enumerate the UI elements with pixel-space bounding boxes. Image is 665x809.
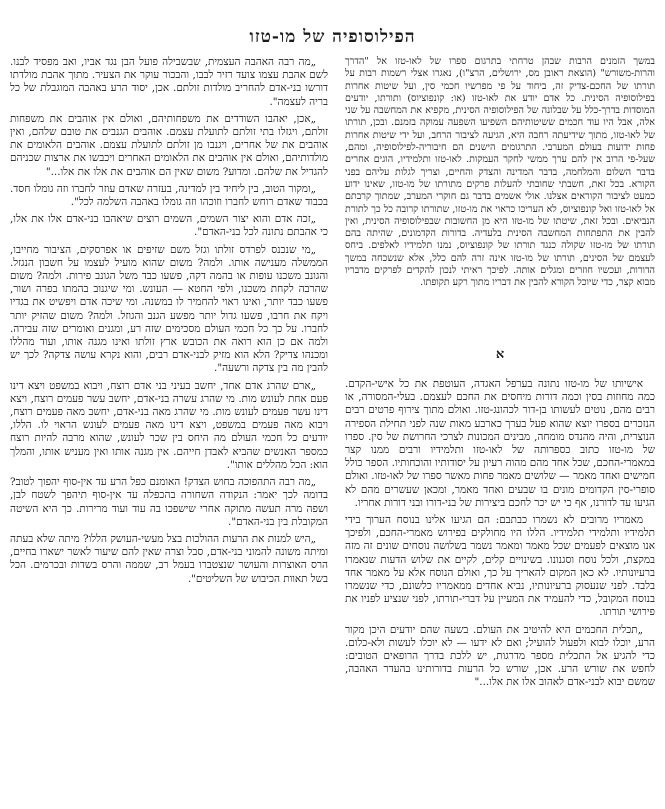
- quote-paragraph: „ארם שהרג אדם אחד, יחשב בעיני בני אדם רוצח, ויבוא במשפט ויצא דינו פעם אחת לעונש מות. מי שהרג עשרה בני-אדם, יחשב עשר פעמים רוצח, ויצא דינו עשר פעמים לעונש מות. מי שהרג מאה בני-אדם, יחשב מאה פעמים רוצח, ויבוא מאה פעמים במשפט, ויצא דינו מאה פעמים לעונש הראוי לו. הללו, יודעים כל חכמי העולם מה היחס בין שכר לעונש, שהוא מרבה להיות רוצח כמספר האנשים שהביא לאבדן חייהם. אין מגנה אותו ואין מעניש אותו, והמלך הוא: הכל מהללים אותו".: [10, 379, 328, 471]
- quote-paragraph: „מה רבה התהפוכה בחוש הצדק! האומנם כפל הרע עד אין-סוף יהפוך לטוב? בדומה לכך יאמר: הנקודה השחורה בהכפלה עד אין-סוף תיהפך לשטח לבן, ושפה מרה תעשה מתוקה אחרי שישפכו בה עוד ועוד מרירות. כך היא השיטה המקובלת בין בני-האדם".: [10, 476, 328, 528]
- quote-paragraph: „ומקור הטוב, בין ליחיד בין למדינה, בעזרה שאדם עוזר לחברו וזה גומלו חסד. בכבוד שאדם רוחש לחברו וזוכהו וזה גומלו באהבה השלמה לכל".: [10, 182, 328, 209]
- paragraph: מאמריו מרובים לא נשמרו כבתבם: הם הגיעו אלינו בנוסח הערוך בידי תלמידיו ותלמידי תלמידיו. הללו היו מחולקים בפירוש מאמרי-החכם, ולפיכך אנו מוצאים לפעמים שכל מאמר ומאמר נשמר בשלושה נוסחים שונים זה מזה במקצת, ולכל נוסח וסגנונו. בשינויים קלים, לקיים את שלוש הדעות שנאמרו ברעיונותיו. לא כאן המקום להאריך על כך, ואולם הנוסח אלא על מאמר אחד בלבד. לפני שנעסוק ברעיונותיו, נביא אחדים ממאמריו כלשונם, כדי שנשמרו בנוסח המקובל, כדי להעמיד את המעיין על דברי-תורתו, לפני שנציע לפניו את פירושי תורתו.: [345, 514, 655, 619]
- running-title: הפילוסופיה של מו-טזו: [249, 27, 416, 47]
- quote-paragraph: „מי שנכנס לפרדס זולתו וגזל משם שזיפים או אפרסקים, הציבור מחייבו, הממשלה מענישה אותו. ולמה? משום שהוא מועיל לעצמו על חשבון הנגזל. והגונב משכנו עופות או בהמה דקה, פשעו כבד משל הגונב פירות. ולמה? משום שהרבה לקחת משכנו, ולפי החטא — העונש. ומי שיגנוב בהמתו בפרה ושור, פשעו כבד יותר, ואינו ראוי להחמיר לו במשנה. ומי שיכה אדם ויפשיט את בגדיו ויקח את חרבו, פשעו גדול יותר מפשע הגנב והגוזל. ולמה? משום שהזיק יותר לחברו. על כך כל חכמי העולם מסכימים שזה רע, ומגנים ואומרים שזה עבירה. ולמה אם כן הוא רואה את הכובש ארץ זולתו ואינו מגנה אותו, ועוד מהללו ומכנהו צדיק? הלא הוא מזיק לבני-אדם רבים, והוא נקרא עושה צדקה? לכך יש להבין מה בין צדקה ורשעה".: [10, 243, 328, 375]
- quote-paragraph: „אכן, יאהבו השודדים את משפחותיהם, ואולם אין אוהבים את משפחות זולתם, ויגזלו בתי זולתם לתועלת עצמם. אוהבים הגנבים את טובם שלהם, ואין אוהבים את של אחרים, ויגנבו מן זולתם לתועלת עצמם. אוהבים הלאומים את מולדותיהם, ואולם אין אוהבים את הלאומים האחרים ויכבשו את ארצות שכניהם להגדיל את שלהם. ומדוע? משום שאין הם אוהבים את אלו את אלו...": [10, 112, 328, 178]
- left-column: [10, 56, 328, 803]
- quote-paragraph: „היש למנות את הרעות ההולכות בצל מעשי-העושק הללו? מיתה שלא בעתה ומיתה משונה להמוני בני-אדם, סבל וצרה שאין להם שיעור לאשר ישארו בחיים, הרס האוצרות והעושר שנצטברו בעמל רב, שממה והרס בשדות ובכרמים. הכל בשל תאוות הכיבוש של השליטים".: [10, 532, 328, 585]
- paragraph: אישיותו של מו-טזו נתונה בערפל האגדה, העוטפת את כל אישי-הקדם. כמה מחוזות בסין וכמה דורות מיחסים את החכם לעצמם. בעלי-המסורה, או רבים מהם, נוטים לעשותו בן-דור לכהונג-טזו. ואולם מתוך צירוף פרטים רבים הנזכרים בספרו יוצא שהוא פעל בערך כארבע מאות שנה לפני תחילת הספירה הנוצרית, והיה מהנדס מומחה, מבינים המכונות לצרכי החרושת של סין. ספרו של מו-טזו כתוב כספרותה של לאו-טזו ותלמידיו ורבים ממנו קצר במאמרי-החכם, שכל אחד מהם מהוה רעיון על יסודותיו והוכחותיו. הספר כולל חמישים ואחד מאמר — שלושים מאמר פחות מאשר ספרו של לאו-טזו. ואולם סופרי-סין הקדומים מונים בו שבעים ואחד מאמר, ומכאן שעשרים מהם לא הגיעו עד לדורנו, אף כי יש יכר לחכם ביצירות של בני-דורו ובני דורות אחריו.: [345, 378, 655, 509]
- intro-paragraph: במשך הזמנים הרבות שבהן טרחתי בתרגום ספרו של לאו-טזו אל "הדרך והרות-משורש" (הוצאת ראובן מס, ירושלים, הרצ"ו), נאגרו אצלי רשמות רבות על תורתו של החכם-צדיק זה, ביחוד על פי מפרשיו חכמי סין, ועל שיטות אחרות בפילוסופיה הסינית. כל אדם יודע את לאו-טזו (או: קונפוציוס) ותורתו, יודעים המוסדות בדרך-כלל על שבלונה של הפילוסופיה הסינית, מקפיא את המחשבה על שני אלה, אבל היו עוד חכמים ששיטותיהם השפיעו השפעה עמוקה בזמנם. ובכן, תורתו של לאו-טזו, מתוך שידיעתה רחבה היא, הגיעה לציבור הרחב, ועל ידי שיטות אחרות פחות ידועות בעולם המערבי. התרגומים הישנים הם חיבוריה-לפילוסופיה, ומהם, שעל-פי הרוב אין להם ערך ממשי לחקר העמקות. לאו-טזו ותלמידיו, הוגים אחרים בדבר השלום והמלחמה, בדבר המדינה והצדק והחיים, וצריך לגלות עליהם בפני הקורא. בכל זאת, חשבתי שחובתי להעלות פרקים מתורתו של מו-טזו, שאינו ידוע כמעט לציבור הקוראים אצלנו. אולי אשמים בדבר גם חוקרי המערב, שמתוך קרבתם אל לאו-טזו ואל קונפוציוס, לא העריכו כראוי את מו-טזו, שתורתו קרובה כל כך לתורת הנביאים. ובכל זאת, שיטתו של מו-טזו היא מן החשובות שבפילוסופיה הסינית, ואין להבין את התפתחות המחשבה הסינית בלעדיה. בדורות הקדמונים, שהיתה בהם תורתו של מו-טזו שקולה כנגד תורתו של קונפוציוס, נמנו תלמידיו לאלפים. ביחס לעצמם של הסינים, תורתו של מו-טזו אינה זרה להם כלל, אלא שנשכחה במשך הדורות, ועכשיו חוזרים ומגלים אותה. לפיכך ראיתי לנכון להקדים לפרקים מדבריו מבוא קצר, כדי שיוכל הקורא להבין את דבריו מתוך רקע תקופתו.: [345, 56, 655, 289]
- section-heading: א: [495, 347, 505, 362]
- quote-paragraph: „זכה אדם והוא יצור השמים, השמים רוצים שיאהבו בני-אדם אלו את אלו, כי אהבתם נתונה לכל בני-האדם".: [10, 213, 328, 239]
- book-page: [10, 6, 655, 803]
- intro-column: [345, 56, 655, 338]
- quote-paragraph: „מה רבה האהבה העצמית, שבשבילה פועל הבן נגד אביו, ואב מפסיד לבנו. לשם אהבת עצמו צועד רזיר לבבו, והבכור עוקר את הצעיר. מתוך אהבת מולדתו דורשו בני-אדם להחריב מולדות זולתם. אכן, יסוד הרע באהבה המוגבלת של כל בריה לעצמה".: [10, 56, 328, 108]
- right-column: [345, 378, 655, 803]
- quote-paragraph: „תכלית החכמים היא להיטיב את העולם. בשעה שהם יודעים היכן מקור הרע, יוכלו לבוא ולפעול להועיל; ואם לא ידעו — לא יוכלו לעשות ולא-כלום. כדי להגיע אל התכלית מספר מדרגות, יש ללכת בדרך הרופאים הטובים: לחפש את שורש הרע. אכן, שורש כל הרעות בדורותינו בהעדר האהבה, שמשם יבוא לבני-אדם לאהוב אלו את אלו...": [345, 623, 655, 689]
